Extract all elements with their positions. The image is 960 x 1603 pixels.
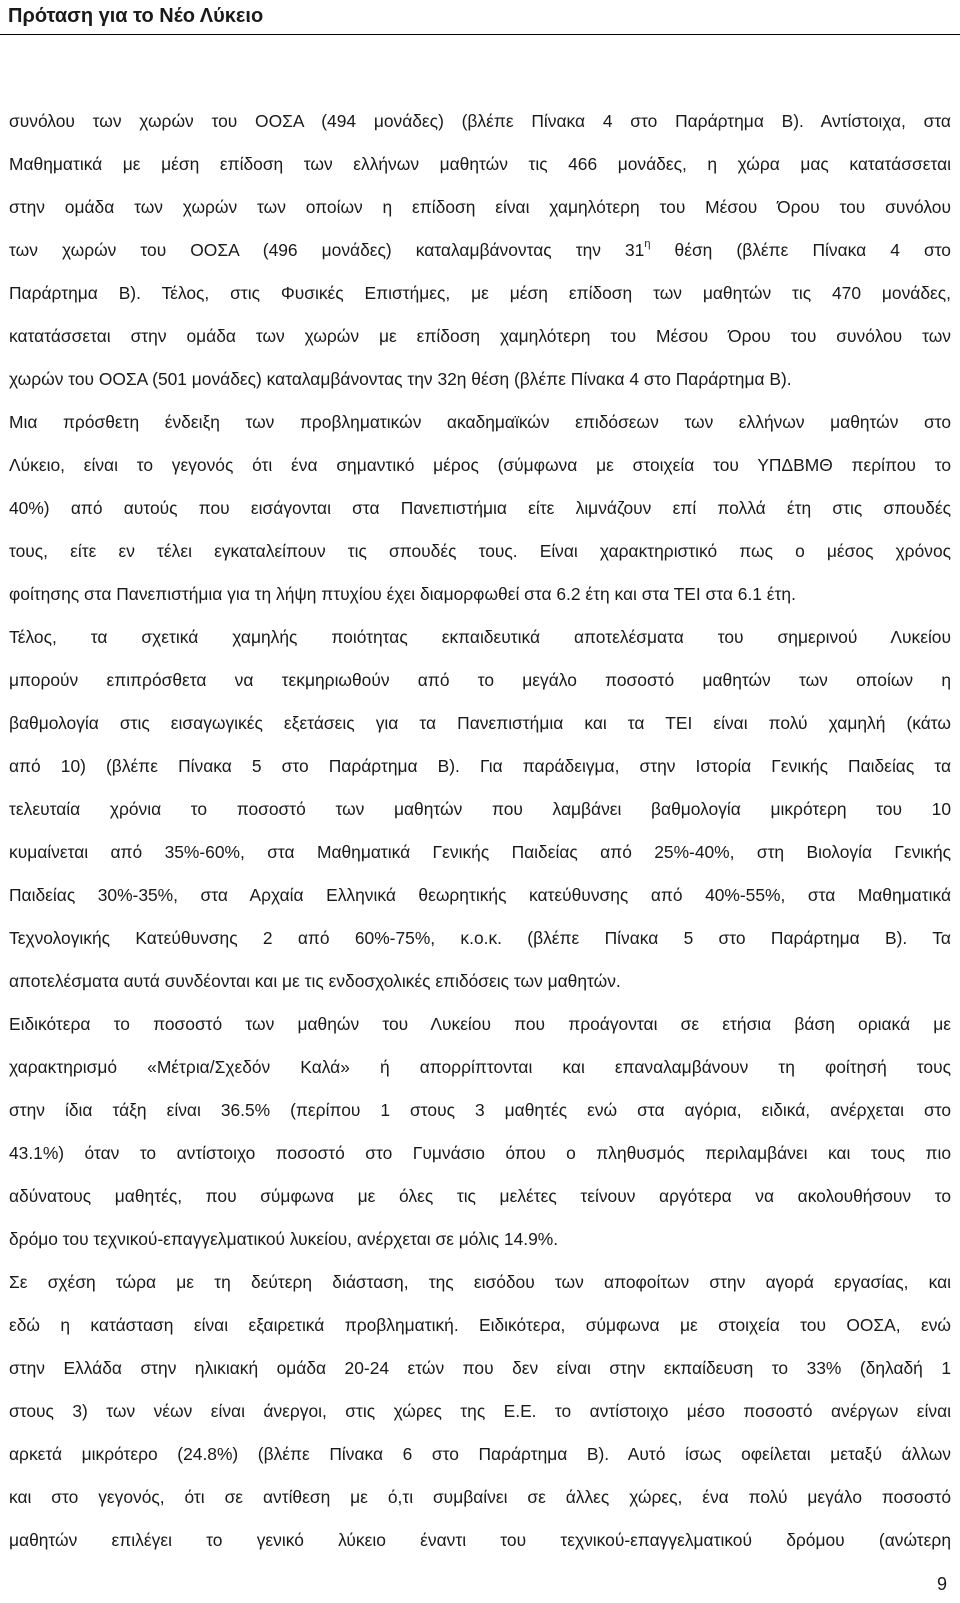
text-line: Παράρτημα Β). Τέλος, στις Φυσικές Επιστήμες, με μέση επίδοση των μαθητών τις 470 μονάδες,	[9, 283, 951, 303]
text-line: Μαθηματικά με μέση επίδοση των ελλήνων μαθητών τις 466 μονάδες, η χώρα μας κατατάσσεται	[9, 154, 951, 174]
text-line: φοίτησης στα Πανεπιστήμια για τη λήψη πτυχίου έχει διαμορφωθεί στα 6.2 έτη και στα ΤΕΙ στα 6.1 έτη.	[9, 584, 796, 604]
text-line: και στο γεγονός, ότι σε αντίθεση με ό,τι συμβαίνει σε άλλες χώρες, ένα πολύ μεγάλο ποσοστό	[9, 1487, 951, 1507]
text-line: στην Ελλάδα στην ηλικιακή ομάδα 20-24 ετών που δεν είναι στην εκπαίδευση το 33% (δηλαδή 1	[9, 1358, 951, 1378]
text-line: κυμαίνεται από 35%-60%, στα Μαθηματικά Γενικής Παιδείας από 25%-40%, στη Βιολογία Γενικής	[9, 842, 951, 862]
text-line: Παιδείας 30%-35%, στα Αρχαία Ελληνικά θεωρητικής κατεύθυνσης από 40%-55%, στα Μαθηματικά	[9, 885, 951, 905]
text-line: χωρών του ΟΟΣΑ (501 μονάδες) καταλαμβάνοντας την 32η θέση (βλέπε Πίνακα 4 στο Παράρτημα Β).	[9, 369, 792, 389]
text-line: τους, είτε εν τέλει εγκαταλείπουν τις σπουδές τους. Είναι χαρακτηριστικό πως ο μέσος χρόνος	[9, 541, 951, 561]
text-line: Ειδικότερα το ποσοστό των μαθηών του Λυκείου που προάγονται σε ετήσια βάση οριακά με	[9, 1014, 951, 1034]
text-line: στην ίδια τάξη είναι 36.5% (περίπου 1 στους 3 μαθητές ενώ στα αγόρια, ειδικά, ανέρχεται στο	[9, 1100, 951, 1120]
text-line-part: των χωρών του ΟΟΣΑ (496 μονάδες) καταλαμβάνοντας την 31	[9, 240, 645, 260]
text-line: συνόλου των χωρών του ΟΟΣΑ (494 μονάδες) (βλέπε Πίνακα 4 στο Παράρτημα Β). Αντίστοιχα, στα	[9, 111, 951, 131]
text-line: αρκετά μικρότερο (24.8%) (βλέπε Πίνακα 6 στο Παράρτημα Β). Αυτό ίσως οφείλεται μεταξύ άλλων	[9, 1444, 951, 1464]
document-title: Πρόταση για το Νέο Λύκειο	[8, 5, 264, 27]
text-line: Μια πρόσθετη ένδειξη των προβληματικών ακαδημαϊκών επιδόσεων των ελλήνων μαθητών στο	[9, 412, 951, 432]
text-line: αποτελέσματα αυτά συνδέονται και με τις ενδοσχολικές επιδόσεις των μαθητών.	[9, 971, 621, 991]
text-line: Σε σχέση τώρα με τη δεύτερη διάσταση, της εισόδου των αποφοίτων στην αγορά εργασίας, και	[9, 1272, 951, 1292]
text-line-part: θέση (βλέπε Πίνακα 4 στο	[650, 240, 951, 260]
text-line: εδώ η κατάσταση είναι εξαιρετικά προβληματική. Ειδικότερα, σύμφωνα με στοιχεία του ΟΟΣΑ, ενώ	[9, 1315, 951, 1335]
text-line: Τέλος, τα σχετικά χαμηλής ποιότητας εκπαιδευτικά αποτελέσματα του σημερινού Λυκείου	[9, 627, 951, 647]
text-line: δρόμο του τεχνικού-επαγγελματικού λυκείου, ανέρχεται σε μόλις 14.9%.	[9, 1229, 559, 1249]
text-line: μπορούν επιπρόσθετα να τεκμηριωθούν από το μεγάλο ποσοστό μαθητών των οποίων η	[9, 670, 951, 690]
text-line: στους 3) των νέων είναι άνεργοι, στις χώρες της Ε.Ε. το αντίστοιχο μέσο ποσοστό ανέργων είναι	[9, 1401, 951, 1421]
text-line: στην ομάδα των χωρών των οποίων η επίδοση είναι χαμηλότερη του Μέσου Όρου του συνόλου	[9, 197, 951, 217]
text-line: Λύκειο, είναι το γεγονός ότι ένα σημαντικό μέρος (σύμφωνα με στοιχεία του ΥΠΔΒΜΘ περίπου το	[9, 455, 951, 475]
text-line: από 10) (βλέπε Πίνακα 5 στο Παράρτημα Β). Για παράδειγμα, στην Ιστορία Γενικής Παιδείας τα	[9, 756, 951, 776]
text-line: αδύνατους μαθητές, που σύμφωνα με όλες τις μελέτες τείνουν αργότερα να ακολουθήσουν το	[9, 1186, 951, 1206]
text-line: χαρακτηρισμό «Μέτρια/Σχεδόν Καλά» ή απορρίπτονται και επαναλαμβάνουν τη φοίτησή τους	[9, 1057, 951, 1077]
page-number: 9	[936, 1574, 947, 1594]
text-line: 43.1%) όταν το αντίστοιχο ποσοστό στο Γυμνάσιο όπου ο πληθυσμός περιλαμβάνει και τους πιο	[9, 1143, 951, 1163]
text-line: Τεχνολογικής Κατεύθυνσης 2 από 60%-75%, κ.ο.κ. (βλέπε Πίνακα 5 στο Παράρτημα Β). Τα	[9, 928, 951, 948]
text-line: 40%) από αυτούς που εισάγονται στα Πανεπιστήμια είτε λιμνάζουν επί πολλά έτη στις σπουδές	[9, 498, 951, 518]
text-line: τελευταία χρόνια το ποσοστό των μαθητών που λαμβάνει βαθμολογία μικρότερη του 10	[9, 799, 951, 819]
text-line: μαθητών επιλέγει το γενικό λύκειο έναντι του τεχνικού-επαγγελματικού δρόμου (ανώτερη	[9, 1530, 951, 1550]
text-line: βαθμολογία στις εισαγωγικές εξετάσεις για τα Πανεπιστήμια και τα ΤΕΙ είναι πολύ χαμηλή (κάτω	[9, 713, 951, 733]
ordinal-superscript: η	[644, 238, 651, 250]
text-line-with-superscript	[9, 238, 951, 262]
text-line: κατατάσσεται στην ομάδα των χωρών με επίδοση χαμηλότερη του Μέσου Όρου του συνόλου των	[9, 326, 951, 346]
